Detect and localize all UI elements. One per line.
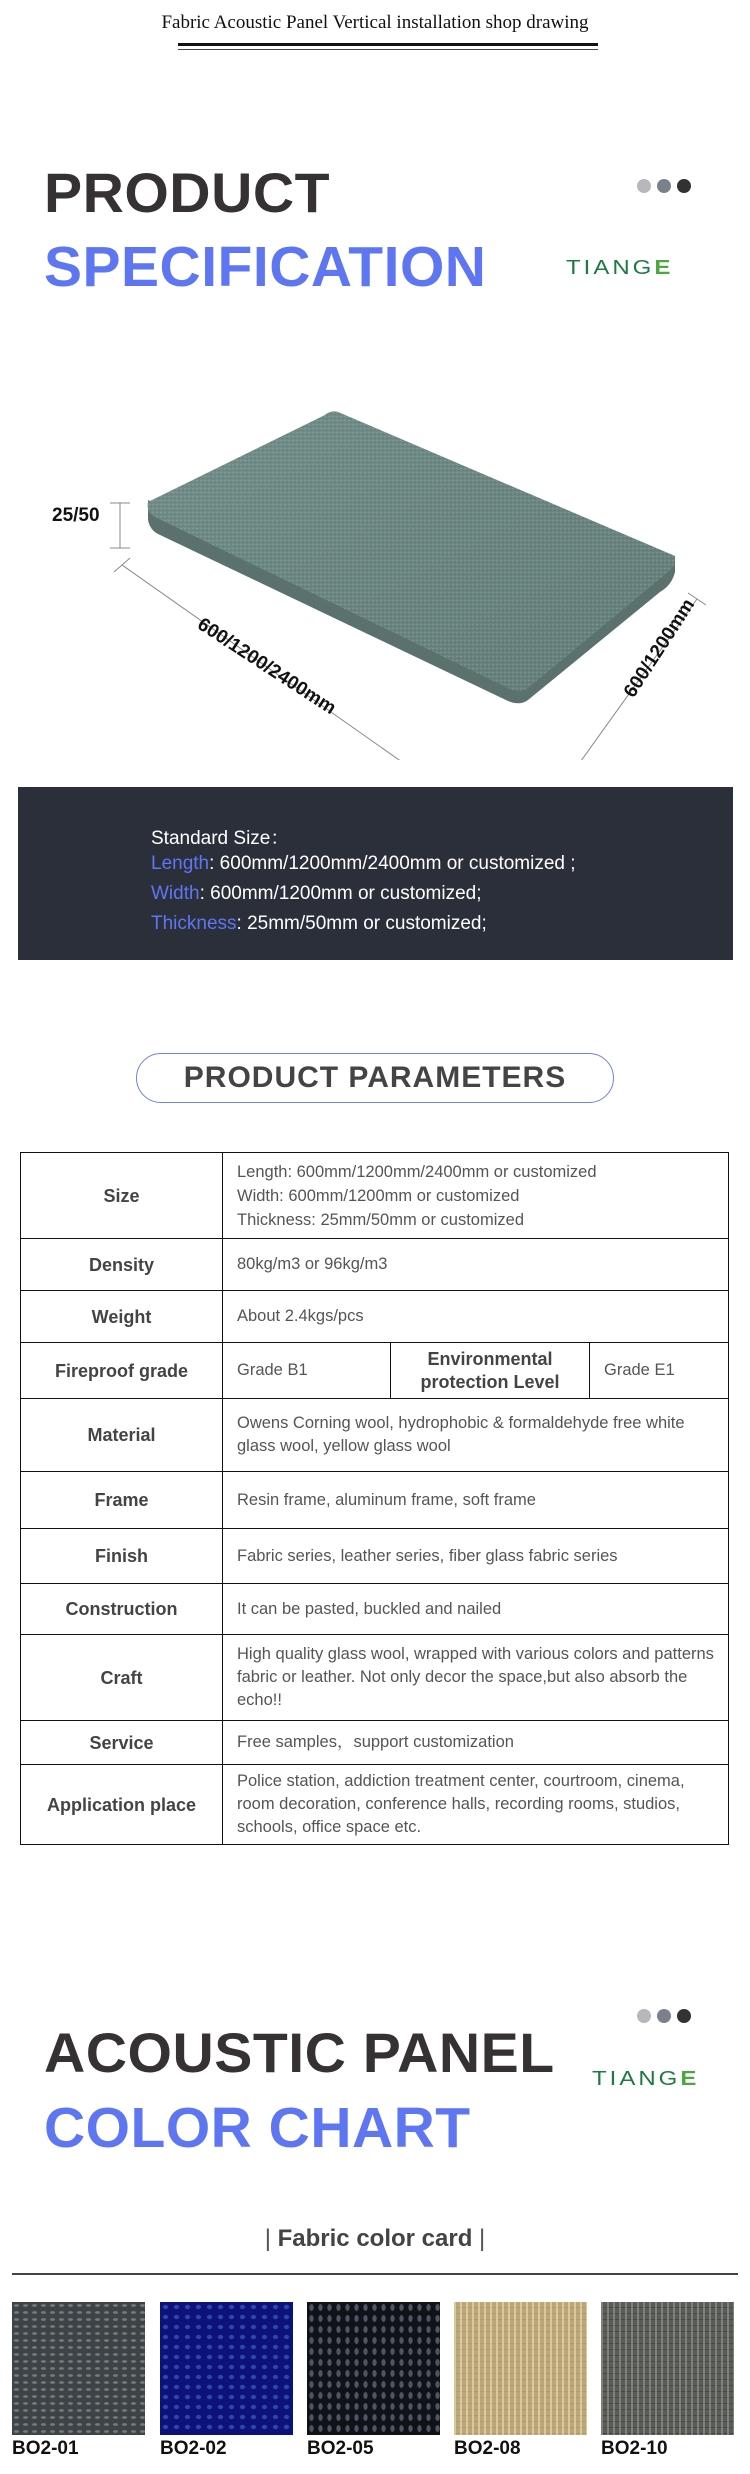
standard-size-heading: Standard Size：: [151, 828, 290, 849]
swatch-bo2-01[interactable]: [12, 2302, 145, 2435]
dot-mid-icon: [657, 2009, 671, 2023]
row-key: Fireproof grade: [21, 1343, 223, 1399]
row-key: Density: [21, 1239, 223, 1291]
swatch-label: BO2-01: [12, 2438, 79, 2459]
row-key: Service: [21, 1721, 223, 1765]
tiange-logo: [566, 256, 673, 280]
row-key: Frame: [21, 1472, 223, 1529]
swatch-bo2-10[interactable]: [601, 2302, 734, 2435]
standard-size-thickness: Thickness: 25mm/50mm or customized;: [151, 913, 487, 934]
swatch-bo2-02[interactable]: [160, 2302, 293, 2435]
tiange-logo: [592, 2067, 699, 2091]
swatch-bo2-08[interactable]: [454, 2302, 587, 2435]
row-key: Application place: [21, 1765, 223, 1845]
table-row-fireproof: [21, 1343, 729, 1399]
table-row-material: [21, 1399, 729, 1472]
panel-diagram: [0, 380, 750, 760]
row-value: Resin frame, aluminum frame, soft frame: [223, 1472, 729, 1529]
length-label: 600/1200/2400mm: [193, 614, 340, 720]
swatch-label: BO2-05: [307, 2438, 374, 2459]
row-value: Grade B1: [223, 1343, 391, 1399]
dot-mid-icon: [657, 179, 671, 193]
thickness-label: 25/50: [52, 505, 100, 526]
decorative-dots-icon: [637, 2009, 691, 2023]
width-label: 600/1200mm: [620, 595, 700, 702]
row-value: Length: 600mm/1200mm/2400mm or customized Width: 600mm/1200mm or customized Thickness: 25mm/50mm or customized: [223, 1153, 729, 1239]
table-row-density: [21, 1239, 729, 1291]
logo-e: E: [680, 2067, 700, 2091]
table-row-finish: [21, 1529, 729, 1584]
standard-size-length: Length: 600mm/1200mm/2400mm or customized ;: [151, 853, 576, 874]
swatch-bo2-05[interactable]: [307, 2302, 440, 2435]
table-row-frame: [21, 1472, 729, 1529]
spec-title-line2: SPECIFICATION: [44, 235, 487, 299]
table-row-construction: [21, 1584, 729, 1635]
color-title-line2: COLOR CHART: [44, 2096, 471, 2160]
row-key: Craft: [21, 1635, 223, 1721]
logo-text: TIANG: [566, 256, 655, 280]
parameters-table: [20, 1152, 729, 1845]
row-value: Police station, addiction treatment center, courtroom, cinema, room decoration, conference halls, recording rooms, studios, schools, office space etc.: [223, 1765, 729, 1845]
row-key-secondary: Environmental protection Level: [391, 1343, 590, 1399]
color-title-line1: ACOUSTIC PANEL: [44, 2021, 555, 2084]
header-rule-thin: [178, 49, 598, 50]
swatch-label: BO2-02: [160, 2438, 227, 2459]
table-row-weight: [21, 1291, 729, 1343]
logo-e: E: [654, 256, 674, 280]
row-value: High quality glass wool, wrapped with various colors and patterns fabric or leather. Not only decor the space,but also absorb the echo!!: [223, 1635, 729, 1721]
dot-light-icon: [637, 2009, 651, 2023]
table-row-service: [21, 1721, 729, 1765]
card-divider: [12, 2273, 738, 2275]
row-value: Fabric series, leather series, fiber glass fabric series: [223, 1529, 729, 1584]
dot-dark-icon: [677, 179, 691, 193]
standard-size-width: Width: 600mm/1200mm or customized;: [151, 883, 482, 904]
decorative-dots-icon: [637, 179, 691, 193]
row-value-secondary: Grade E1: [590, 1343, 729, 1399]
row-key: Material: [21, 1399, 223, 1472]
row-value: Free samples，support customization: [223, 1721, 729, 1765]
page-header-title: Fabric Acoustic Panel Vertical installation shop drawing: [161, 12, 589, 33]
dot-dark-icon: [677, 2009, 691, 2023]
fabric-color-card-title: | Fabric color card |: [264, 2225, 486, 2252]
row-value: It can be pasted, buckled and nailed: [223, 1584, 729, 1635]
row-value: Owens Corning wool, hydrophobic & formaldehyde free white glass wool, yellow glass wool: [223, 1399, 729, 1472]
row-key: Finish: [21, 1529, 223, 1584]
table-row-craft: [21, 1635, 729, 1721]
logo-text: TIANG: [592, 2067, 681, 2091]
swatch-label: BO2-10: [601, 2438, 668, 2459]
table-row-size: [21, 1153, 729, 1239]
spec-title-line1: PRODUCT: [44, 161, 330, 224]
standard-size-box: [18, 787, 733, 960]
parameters-title-pill: PRODUCT PARAMETERS: [136, 1053, 614, 1103]
dot-light-icon: [637, 179, 651, 193]
row-value: About 2.4kgs/pcs: [223, 1291, 729, 1343]
row-key: Construction: [21, 1584, 223, 1635]
swatch-label: BO2-08: [454, 2438, 521, 2459]
header-rule-thick: [178, 43, 598, 46]
table-row-application: [21, 1765, 729, 1845]
row-key: Weight: [21, 1291, 223, 1343]
row-key: Size: [21, 1153, 223, 1239]
row-value: 80kg/m3 or 96kg/m3: [223, 1239, 729, 1291]
